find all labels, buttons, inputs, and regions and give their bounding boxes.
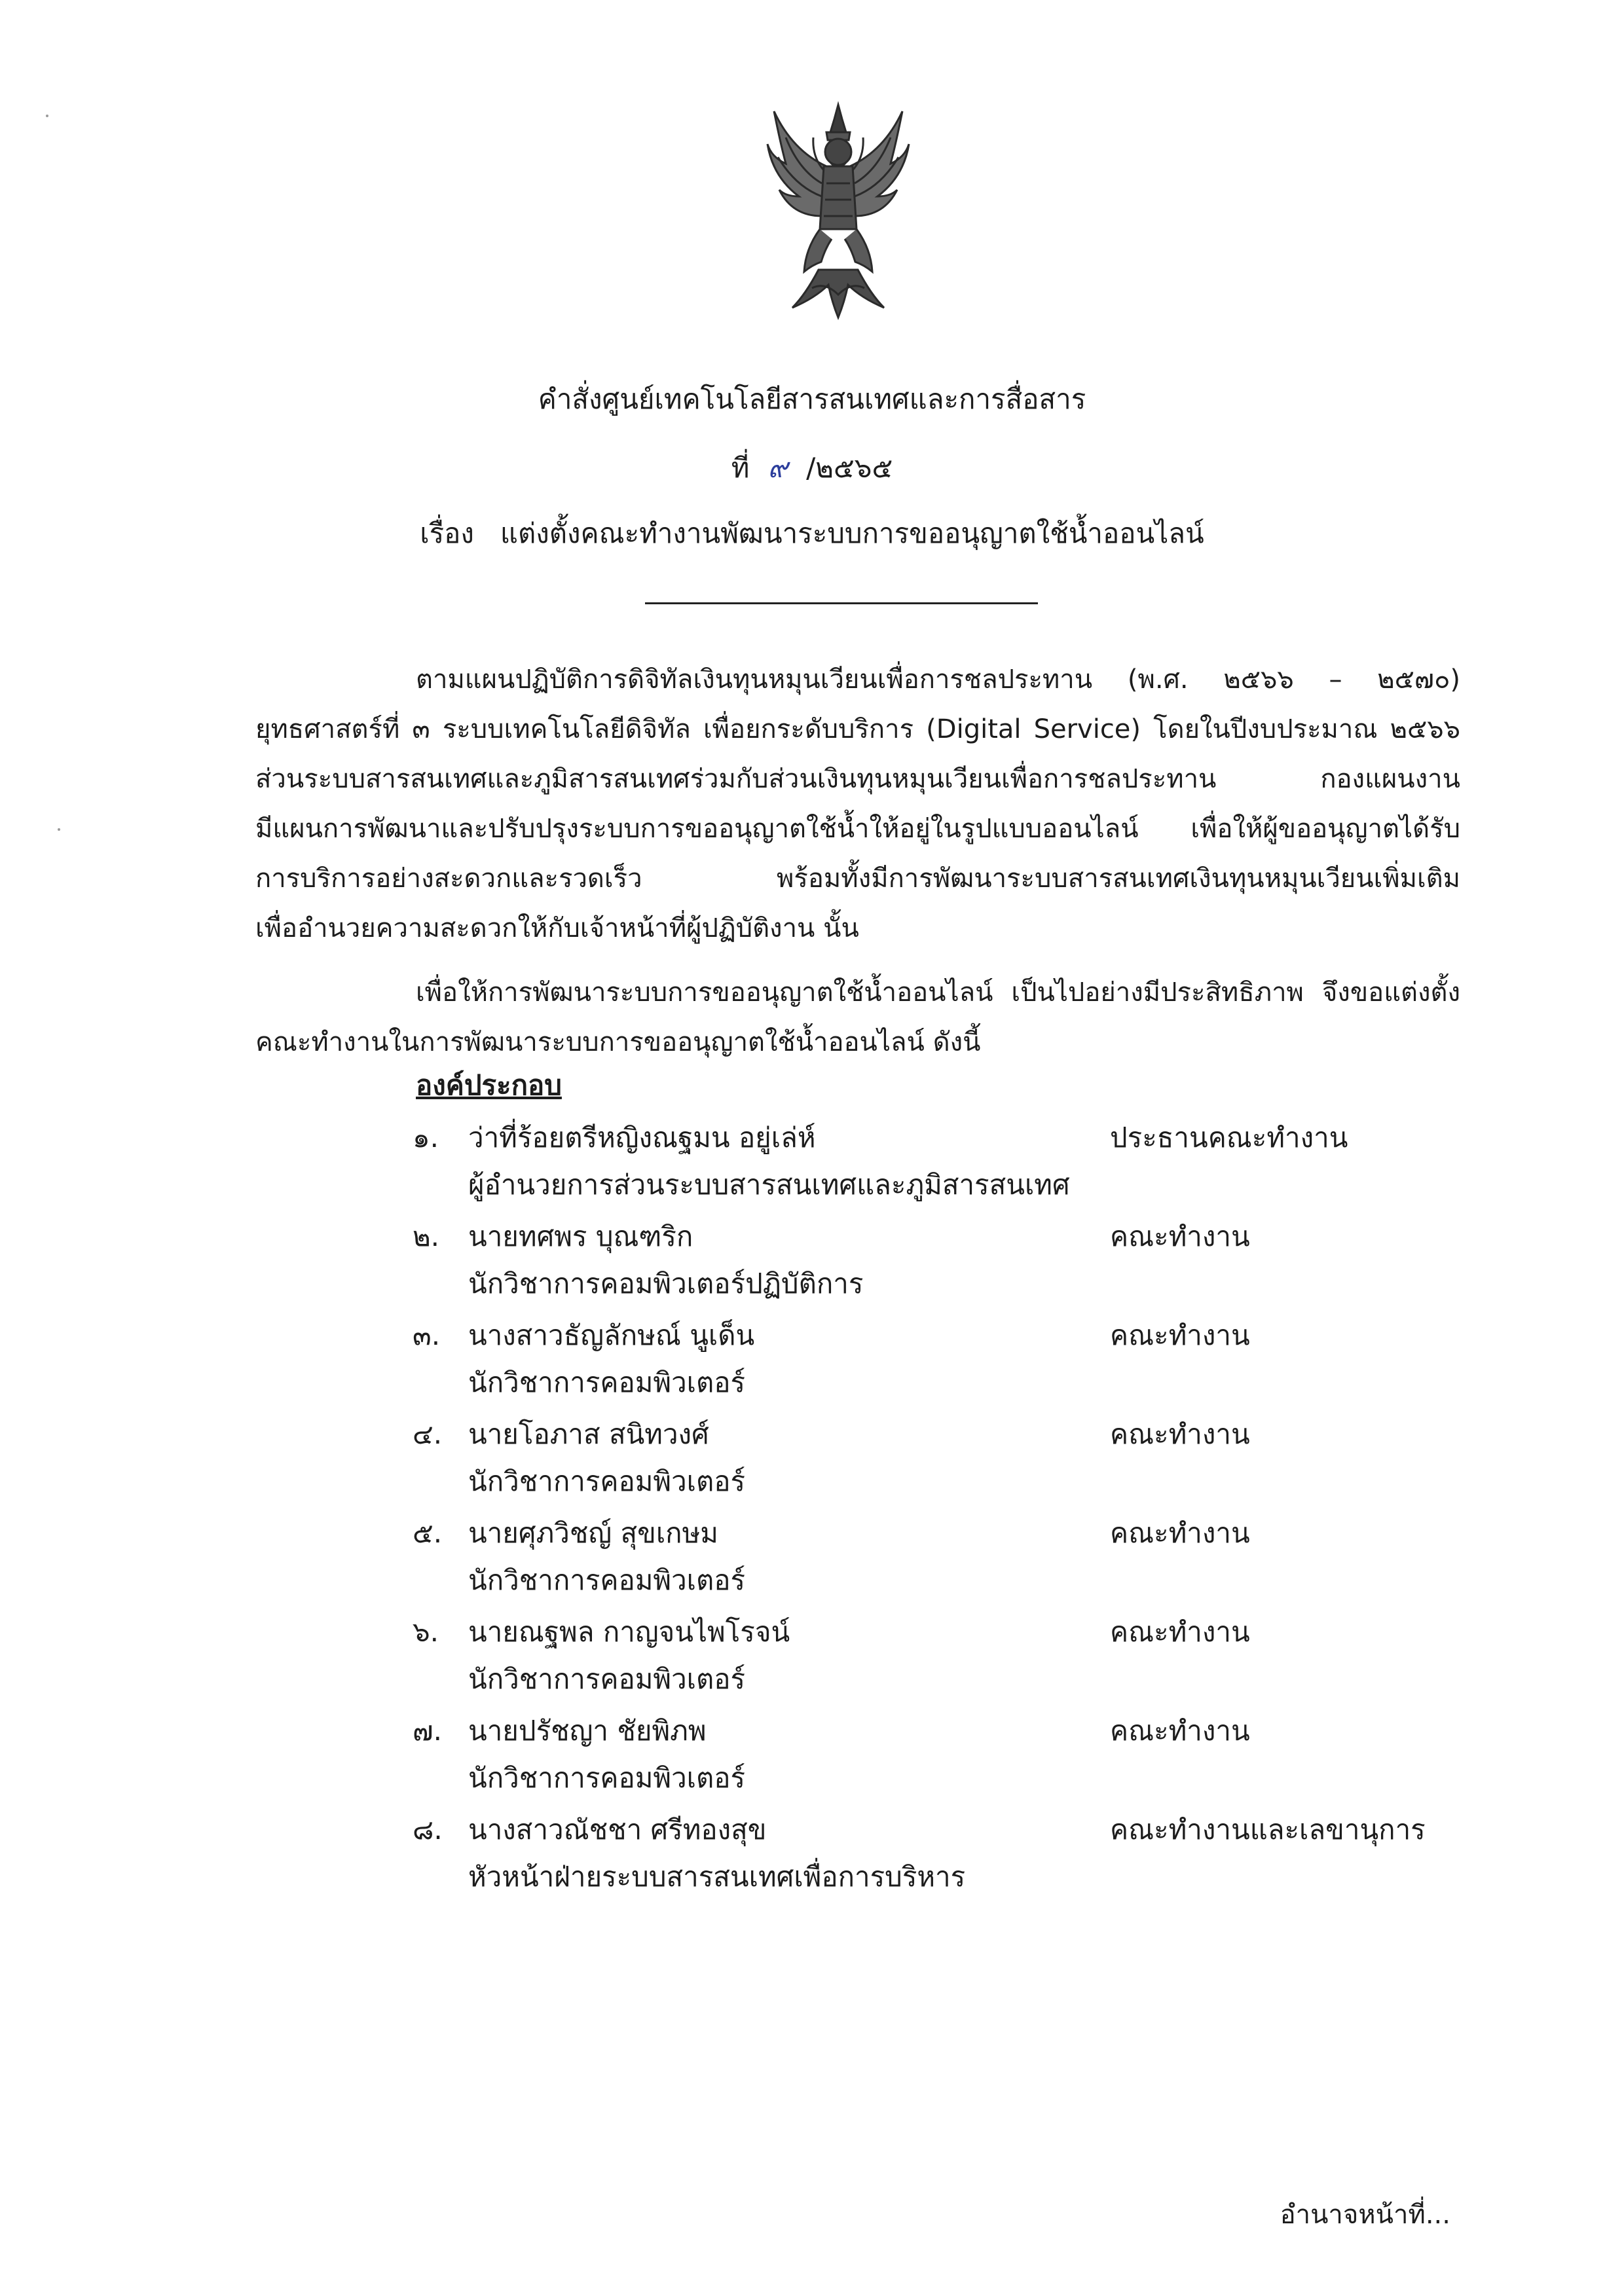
- member-name: ว่าที่ร้อยตรีหญิงณฐมน อยู่เล่ห์: [468, 1121, 816, 1154]
- order-title: คำสั่งศูนย์เทคโนโลยีสารสนเทศและการสื่อสาร: [538, 383, 1086, 415]
- member-name: นายศุภวิชญ์ สุขเกษม: [468, 1517, 718, 1549]
- continuation-text: อำนาจหน้าที่...: [1280, 2200, 1450, 2230]
- composition-heading: องค์ประกอบ: [416, 1069, 562, 1101]
- title-divider: [645, 602, 1038, 604]
- garuda-emblem-icon: [766, 98, 910, 321]
- member-position: นักวิชาการคอมพิวเตอร์: [468, 1564, 746, 1596]
- order-number-suffix: /๒๕๖๕: [806, 452, 893, 484]
- member-position: นักวิชาการคอมพิวเตอร์: [468, 1762, 746, 1794]
- member-role: คณะทำงาน: [1110, 1715, 1250, 1747]
- member-position: หัวหน้าฝ่ายระบบสารสนเทศเพื่อการบริหาร: [468, 1861, 966, 1893]
- member-role: คณะทำงาน: [1110, 1319, 1250, 1351]
- paragraph-line: เพื่ออำนวยความสะดวกให้กับเจ้าหน้าที่ผู้ปฏิบัติงาน นั้น: [255, 913, 859, 943]
- member-index: ๑.: [413, 1121, 439, 1154]
- member-role: ประธานคณะทำงาน: [1110, 1121, 1348, 1154]
- subject-text: แต่งตั้งคณะทำงานพัฒนาระบบการขออนุญาตใช้น้ำออนไลน์: [500, 517, 1204, 549]
- member-role: คณะทำงาน: [1110, 1616, 1250, 1648]
- member-entry: [413, 1707, 1473, 1802]
- member-name: นายปรัชญา ชัยพิภพ: [468, 1715, 707, 1747]
- scan-speck: [46, 115, 48, 117]
- paragraph-line: ตามแผนปฏิบัติการดิจิทัลเงินทุนหมุนเวียนเพื่อการชลประทาน (พ.ศ. ๒๕๖๖ – ๒๕๗๐): [416, 665, 1460, 695]
- member-entry: [413, 1411, 1473, 1505]
- member-index: ๘.: [413, 1813, 443, 1846]
- body-paragraph-2: [255, 968, 1460, 1067]
- member-index: ๒.: [413, 1220, 440, 1252]
- member-position: นักวิชาการคอมพิวเตอร์ปฏิบัติการ: [468, 1267, 864, 1300]
- paragraph-line: มีแผนการพัฒนาและปรับปรุงระบบการขออนุญาตใช้น้ำให้อยู่ในรูปแบบออนไลน์ เพื่อให้ผู้ขออนุญาตได้รับ: [255, 814, 1460, 844]
- scan-speck: [58, 828, 60, 831]
- subject-label: เรื่อง: [420, 517, 474, 549]
- member-position: นักวิชาการคอมพิวเตอร์: [468, 1366, 746, 1398]
- member-index: ๖.: [413, 1616, 439, 1648]
- member-index: ๗.: [413, 1715, 442, 1747]
- member-position: นักวิชาการคอมพิวเตอร์: [468, 1663, 746, 1695]
- member-role: คณะทำงาน: [1110, 1517, 1250, 1549]
- order-subject: [0, 514, 1624, 553]
- member-index: ๓.: [413, 1319, 441, 1351]
- member-name: นางสาวธัญลักษณ์ นูเด็น: [468, 1319, 755, 1351]
- member-entry: [413, 1510, 1473, 1604]
- member-role: คณะทำงานและเลขานุการ: [1110, 1813, 1426, 1846]
- member-name: นายณฐพล กาญจนไพโรจน์: [468, 1616, 790, 1648]
- member-name: นางสาวณัชชา ศรีทองสุข: [468, 1813, 767, 1846]
- member-index: ๔.: [413, 1418, 443, 1450]
- order-number-handwritten: ๙: [767, 452, 788, 484]
- member-position: ผู้อำนวยการส่วนระบบสารสนเทศและภูมิสารสนเทศ: [468, 1169, 1070, 1201]
- paragraph-line: ยุทธศาสตร์ที่ ๓ ระบบเทคโนโลยีดิจิทัล เพื่อยกระดับบริการ (Digital Service) โดยในปีงบประมาณ ๒๕๖๖: [255, 714, 1460, 744]
- member-entry: [413, 1213, 1473, 1307]
- member-entry: [413, 1609, 1473, 1703]
- order-number-prefix: ที่: [731, 452, 750, 484]
- body-paragraph-1: [255, 655, 1460, 953]
- paragraph-line: การบริการอย่างสะดวกและรวดเร็ว พร้อมทั้งมีการพัฒนาระบบสารสนเทศเงินทุนหมุนเวียนเพิ่มเติม: [255, 864, 1460, 894]
- paragraph-line: คณะทำงานในการพัฒนาระบบการขออนุญาตใช้น้ำออนไลน์ ดังนี้: [255, 1027, 981, 1057]
- member-name: นายโอภาส สนิทวงศ์: [468, 1418, 709, 1450]
- member-role: คณะทำงาน: [1110, 1418, 1250, 1450]
- member-entry: [413, 1114, 1473, 1209]
- order-number: [0, 448, 1624, 488]
- paragraph-line: เพื่อให้การพัฒนาระบบการขออนุญาตใช้น้ำออนไลน์ เป็นไปอย่างมีประสิทธิภาพ จึงขอแต่งตั้ง: [416, 977, 1460, 1008]
- member-index: ๕.: [413, 1517, 443, 1549]
- member-entry: [413, 1312, 1473, 1406]
- member-entry: [413, 1806, 1473, 1901]
- paragraph-line: ส่วนระบบสารสนเทศและภูมิสารสนเทศร่วมกับส่วนเงินทุนหมุนเวียนเพื่อการชลประทาน กองแผนงาน: [255, 764, 1460, 794]
- member-name: นายทศพร บุณฑริก: [468, 1220, 693, 1252]
- member-position: นักวิชาการคอมพิวเตอร์: [468, 1465, 746, 1497]
- member-role: คณะทำงาน: [1110, 1220, 1250, 1252]
